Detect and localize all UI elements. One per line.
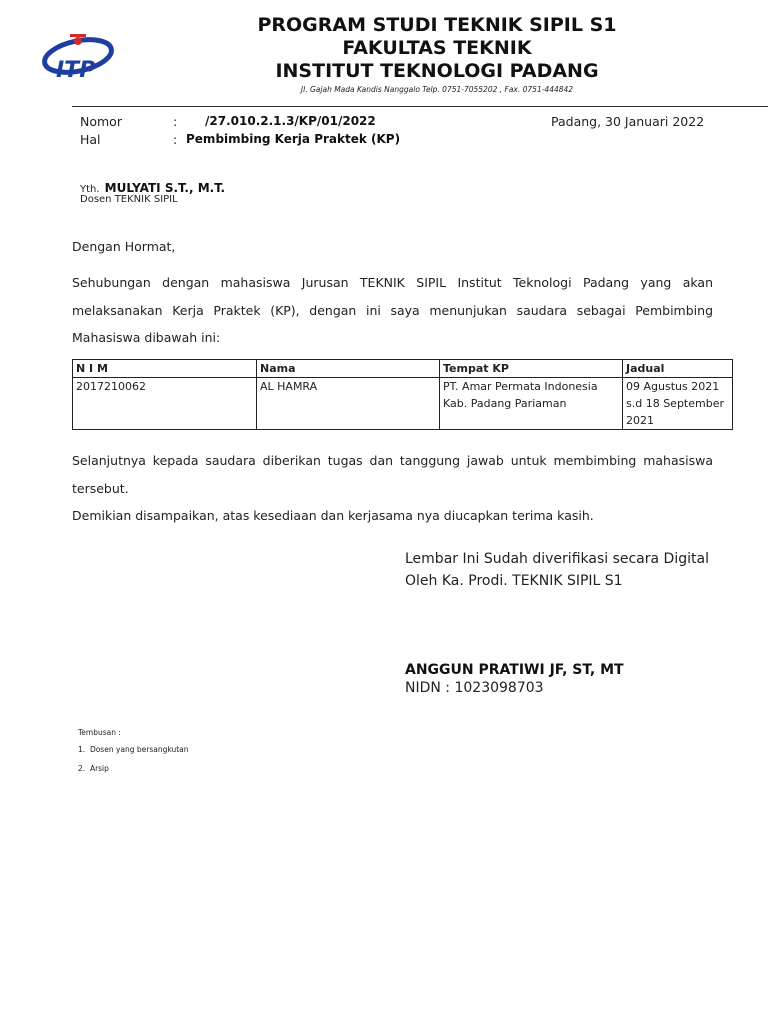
- signatory-name: ANGGUN PRATIWI JF, ST, MT: [405, 662, 624, 678]
- greeting: Dengan Hormat,: [72, 239, 176, 254]
- itp-logo: [40, 28, 116, 84]
- hal-colon: :: [173, 132, 178, 147]
- tembusan-item-text: Arsip: [89, 764, 109, 773]
- hal-label: Hal: [80, 132, 101, 147]
- header-line-institute: INSTITUT TEKNOLOGI PADANG: [275, 60, 599, 82]
- header-divider: [72, 106, 768, 107]
- signatory-nidn: NIDN : 1023098703: [405, 680, 544, 696]
- tembusan-item-number: 2.: [78, 764, 86, 773]
- paragraph-intro: Sehubungan dengan mahasiswa Jurusan TEKNIK SIPIL Institut Teknologi Padang yang akan melaksanakan Kerja Praktek (KP), dengan ini saya menunjukan saudara sebagai Pembimbing Mahasiswa dibawah ini:: [72, 275, 713, 345]
- col-header-jadual: Jadual: [623, 360, 733, 378]
- list-item: [78, 764, 109, 773]
- header-line-faculty: FAKULTAS TEKNIK: [342, 37, 532, 59]
- tembusan-item-number: 1.: [78, 745, 86, 754]
- header-line-program: PROGRAM STUDI TEKNIK SIPIL S1: [257, 14, 617, 36]
- hal-value: Pembimbing Kerja Praktek (KP): [186, 132, 401, 146]
- table-header-row: [73, 360, 733, 378]
- nomor-value: /27.010.2.1.3/KP/01/2022: [205, 114, 376, 128]
- nomor-colon: :: [173, 114, 178, 129]
- list-item: [78, 745, 189, 754]
- itp-logo-icon: [40, 28, 116, 84]
- tembusan-label: Tembusan :: [78, 728, 121, 737]
- nomor-label: Nomor: [80, 114, 122, 129]
- col-header-nim: N I M: [73, 360, 257, 378]
- col-header-tempat: Tempat KP: [440, 360, 623, 378]
- table-row: [73, 378, 733, 430]
- recipient-role: Dosen TEKNIK SIPIL: [80, 194, 178, 205]
- recipient-name: MULYATI S.T., M.T.: [104, 181, 226, 195]
- place-date: Padang, 30 Januari 2022: [551, 114, 705, 129]
- header-address: Jl. Gajah Mada Kandis Nanggalo Telp. 0751-7055202 , Fax. 0751-444842: [300, 85, 574, 94]
- cell-jadual: 09 Agustus 2021 s.d 18 September 2021: [623, 378, 733, 430]
- cell-nama: AL HAMRA: [257, 378, 440, 430]
- verification-line-1: Lembar Ini Sudah diverifikasi secara Digital: [405, 551, 709, 567]
- paragraph-task: Selanjutnya kepada saudara diberikan tugas dan tanggung jawab untuk membimbing mahasiswa tersebut.: [72, 453, 713, 496]
- col-header-nama: Nama: [257, 360, 440, 378]
- cell-tempat: PT. Amar Permata Indonesia Kab. Padang Pariaman: [440, 378, 623, 430]
- tembusan-item-text: Dosen yang bersangkutan: [89, 745, 189, 754]
- supervision-table: [72, 359, 733, 430]
- logo-text: ITP: [56, 58, 96, 83]
- cell-nim: 2017210062: [73, 378, 257, 430]
- yth-label: Yth.: [80, 184, 100, 195]
- verification-line-2: Oleh Ka. Prodi. TEKNIK SIPIL S1: [405, 573, 623, 589]
- paragraph-closing: Demikian disampaikan, atas kesediaan dan kerjasama nya diucapkan terima kasih.: [72, 508, 594, 523]
